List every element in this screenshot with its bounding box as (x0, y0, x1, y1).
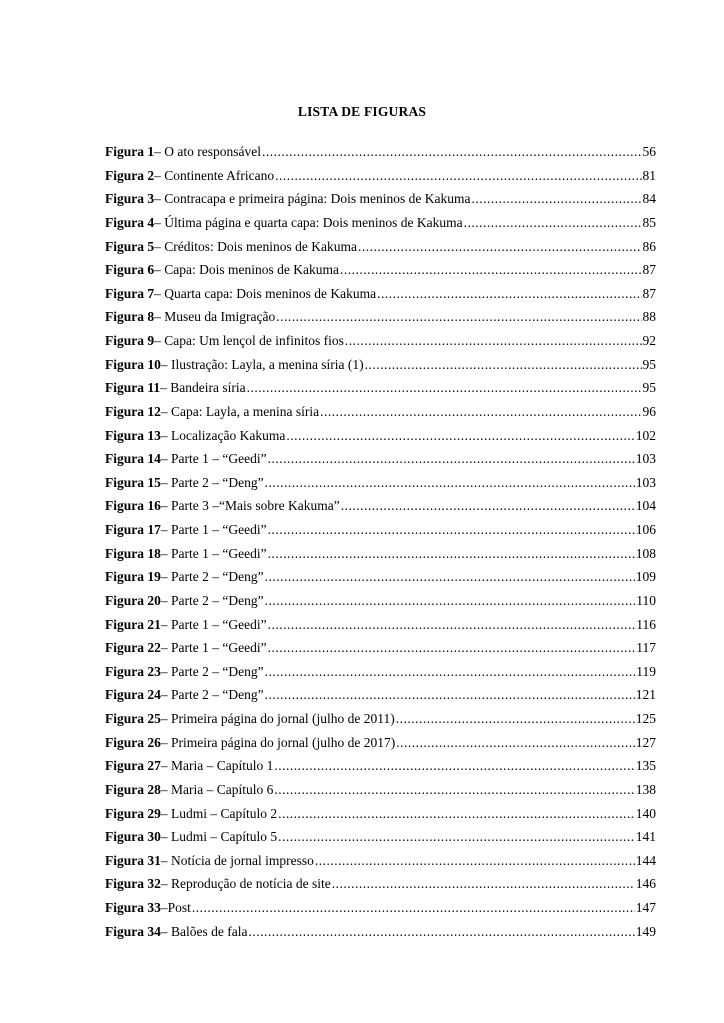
leader-dots (276, 308, 641, 326)
figure-page-number: 106 (635, 522, 656, 537)
figure-entry (105, 167, 656, 191)
figure-entry (105, 686, 656, 710)
figure-title: – Parte 1 – “Geedi” (160, 451, 267, 467)
figure-label: Figura 3 (105, 191, 155, 207)
figure-entry (105, 285, 656, 309)
leader-dots (265, 686, 635, 704)
figure-page-number: 121 (635, 687, 656, 703)
figure-label: Figura 21 (105, 616, 161, 632)
figure-label: Figura 26 (105, 734, 161, 750)
figure-page-number: 125 (635, 711, 656, 726)
figure-label: Figura 24 (105, 687, 161, 703)
leader-dots (268, 639, 636, 657)
figure-entry (105, 592, 656, 616)
leader-dots (274, 781, 634, 799)
leader-dots (340, 261, 642, 279)
leader-dots (472, 190, 642, 208)
figure-entry (105, 427, 656, 451)
figure-title: – Primeira página do jornal (julho de 2017) (160, 734, 396, 750)
figure-entry (105, 545, 656, 569)
figure-title: – Capa: Dois meninos de Kakuma (154, 262, 339, 278)
leader-dots (247, 379, 642, 397)
figure-label: Figura 25 (105, 711, 161, 726)
leader-dots (265, 474, 635, 492)
figure-label: Figura 4 (105, 214, 155, 230)
figure-label: Figura 12 (105, 403, 161, 419)
figure-label: Figura 1 (105, 144, 155, 159)
leader-dots (341, 497, 635, 515)
figure-entry (105, 639, 656, 663)
figure-page-number: 110 (636, 592, 656, 608)
figure-page-number: 81 (642, 167, 656, 183)
leader-dots (275, 167, 641, 185)
figure-page-number: 146 (635, 876, 656, 892)
leader-dots (278, 828, 635, 846)
figure-entry (105, 757, 656, 781)
figure-label: Figura 10 (105, 356, 161, 372)
figure-label: Figura 17 (105, 522, 161, 537)
figure-page-number: 140 (635, 805, 656, 821)
figure-entry (105, 875, 656, 899)
leader-dots (396, 710, 635, 728)
figure-entry (105, 497, 656, 521)
leader-dots (268, 450, 635, 468)
figure-label: Figura 2 (105, 167, 155, 183)
figure-title: – Parte 2 – “Deng” (160, 687, 264, 703)
figure-entry (105, 403, 656, 427)
figure-title: – Parte 1 – “Geedi” (160, 640, 267, 656)
figure-page-number: 86 (642, 238, 656, 254)
figure-title: – Parte 1 – “Geedi” (160, 545, 267, 561)
figure-page-number: 149 (635, 923, 656, 939)
figure-title: – Ludmi – Capítulo 2 (160, 805, 278, 821)
figure-title: – Créditos: Dois meninos de Kakuma (154, 238, 357, 254)
figure-title: – Balões de fala (160, 923, 248, 939)
figure-title: – Parte 2 – “Deng” (160, 569, 264, 585)
figure-page-number: 87 (642, 262, 656, 278)
figure-page-number: 87 (642, 285, 656, 301)
figure-title: – Notícia de jornal impresso (160, 852, 314, 868)
page-title: LISTA DE FIGURAS (297, 104, 427, 119)
figure-title: – O ato responsável (154, 144, 261, 159)
figure-entry (105, 899, 656, 923)
figure-page-number: 103 (635, 451, 656, 467)
leader-dots (345, 332, 642, 350)
leader-dots (278, 805, 635, 823)
leader-dots (315, 852, 635, 870)
figure-title: – Ludmi – Capítulo 5 (160, 829, 278, 845)
figure-entry (105, 450, 656, 474)
figure-title: – Quarta capa: Dois meninos de Kakuma (154, 285, 377, 301)
figure-entry (105, 521, 656, 545)
figure-page-number: 147 (635, 900, 656, 915)
leader-dots (265, 568, 635, 586)
figure-label: Figura 9 (105, 333, 155, 348)
leader-dots (248, 923, 634, 941)
figure-page-number: 127 (635, 734, 656, 750)
figure-title: – Localização Kakuma (160, 427, 286, 443)
figure-title: – Bandeira síria (160, 380, 246, 396)
figure-label: Figura 33 (105, 900, 161, 915)
figure-label: Figura 19 (105, 569, 161, 585)
figure-entry (105, 616, 656, 640)
figure-entry (105, 734, 656, 758)
figure-page-number: 92 (642, 333, 656, 348)
figure-title: – Parte 2 – “Deng” (160, 592, 264, 608)
figure-label: Figura 8 (105, 309, 155, 325)
figure-label: Figura 11 (105, 380, 161, 396)
figure-title: – Parte 2 – “Deng” (160, 663, 264, 679)
figure-label: Figura 22 (105, 640, 161, 656)
figure-entry (105, 190, 656, 214)
figure-page-number: 109 (635, 569, 656, 585)
figure-page-number: 116 (636, 616, 656, 632)
figure-title: – Ilustração: Layla, a menina síria (1) (160, 356, 364, 372)
figure-label: Figura 32 (105, 876, 161, 892)
figure-title: – Parte 1 – “Geedi” (160, 522, 267, 537)
leader-dots (192, 899, 635, 917)
figure-title: – Parte 1 – “Geedi” (160, 616, 267, 632)
figure-entry (105, 332, 656, 356)
figure-label: Figura 14 (105, 451, 161, 467)
figure-label: Figura 6 (105, 262, 155, 278)
figure-page-number: 56 (642, 144, 656, 159)
figure-title: – Parte 3 –“Mais sobre Kakuma” (160, 498, 340, 514)
leader-dots (265, 663, 636, 681)
figure-title: – Parte 2 – “Deng” (160, 474, 264, 490)
figure-entry (105, 923, 656, 947)
figure-page-number: 108 (635, 545, 656, 561)
figure-page-number: 96 (642, 403, 656, 419)
figure-entry (105, 143, 656, 167)
figure-label: Figura 13 (105, 427, 161, 443)
leader-dots (358, 238, 642, 256)
figure-entry (105, 356, 656, 380)
figure-page-number: 117 (636, 640, 656, 656)
figure-entry (105, 663, 656, 687)
figure-title: – Capa: Um lençol de infinitos fios (154, 333, 344, 348)
figure-page-number: 104 (635, 498, 656, 514)
figure-entry (105, 805, 656, 829)
figure-page-number: 144 (635, 852, 656, 868)
leader-dots (268, 616, 636, 634)
figure-entry (105, 568, 656, 592)
figure-title: –Post (160, 900, 191, 915)
figure-label: Figura 31 (105, 852, 161, 868)
figure-label: Figura 30 (105, 829, 161, 845)
figure-entry (105, 379, 656, 403)
figure-entry (105, 238, 656, 262)
figure-page-number: 135 (635, 758, 656, 774)
figure-label: Figura 28 (105, 781, 161, 797)
figure-entry (105, 261, 656, 285)
figure-title: – Maria – Capítulo 1 (160, 758, 274, 774)
figure-label: Figura 23 (105, 663, 161, 679)
figure-title: – Capa: Layla, a menina síria (160, 403, 320, 419)
figure-entry (105, 710, 656, 734)
leader-dots (268, 545, 635, 563)
figure-label: Figura 16 (105, 498, 161, 514)
figure-label: Figura 34 (105, 923, 161, 939)
figure-label: Figura 7 (105, 285, 155, 301)
figure-page-number: 88 (642, 309, 656, 325)
figure-label: Figura 29 (105, 805, 161, 821)
figure-title: – Última página e quarta capa: Dois meninos de Kakuma (154, 214, 463, 230)
figure-page-number: 95 (642, 380, 656, 396)
leader-dots (464, 214, 642, 232)
figure-label: Figura 5 (105, 238, 155, 254)
leader-dots (286, 427, 634, 445)
figure-page-number: 103 (635, 474, 656, 490)
leader-dots (377, 285, 641, 303)
figure-entry (105, 214, 656, 238)
figure-title: – Reprodução de notícia de site (160, 876, 331, 892)
figure-label: Figura 15 (105, 474, 161, 490)
figure-page-number: 85 (642, 214, 656, 230)
leader-dots (265, 592, 636, 610)
figure-list (105, 143, 656, 946)
figure-entry (105, 852, 656, 876)
figure-title: – Maria – Capítulo 6 (160, 781, 274, 797)
figure-page-number: 102 (635, 427, 656, 443)
figure-label: Figura 27 (105, 758, 161, 774)
leader-dots (396, 734, 635, 752)
leader-dots (268, 521, 635, 539)
figure-entry (105, 474, 656, 498)
figure-label: Figura 18 (105, 545, 161, 561)
leader-dots (365, 356, 642, 374)
figure-entry (105, 308, 656, 332)
figure-label: Figura 20 (105, 592, 161, 608)
figure-entry (105, 828, 656, 852)
figure-page-number: 119 (636, 663, 656, 679)
figure-page-number: 95 (642, 356, 656, 372)
figure-title: – Continente Africano (154, 167, 275, 183)
leader-dots (262, 143, 642, 161)
figure-title: – Contracapa e primeira página: Dois meninos de Kakuma (154, 191, 471, 207)
figure-page-number: 138 (635, 781, 656, 797)
leader-dots (332, 875, 635, 893)
figure-title: – Primeira página do jornal (julho de 2011) (160, 711, 395, 726)
figure-entry (105, 781, 656, 805)
leader-dots (320, 403, 641, 421)
leader-dots (274, 757, 634, 775)
figure-page-number: 141 (635, 829, 656, 845)
figure-title: – Museu da Imigração (154, 309, 276, 325)
figure-page-number: 84 (642, 191, 656, 207)
